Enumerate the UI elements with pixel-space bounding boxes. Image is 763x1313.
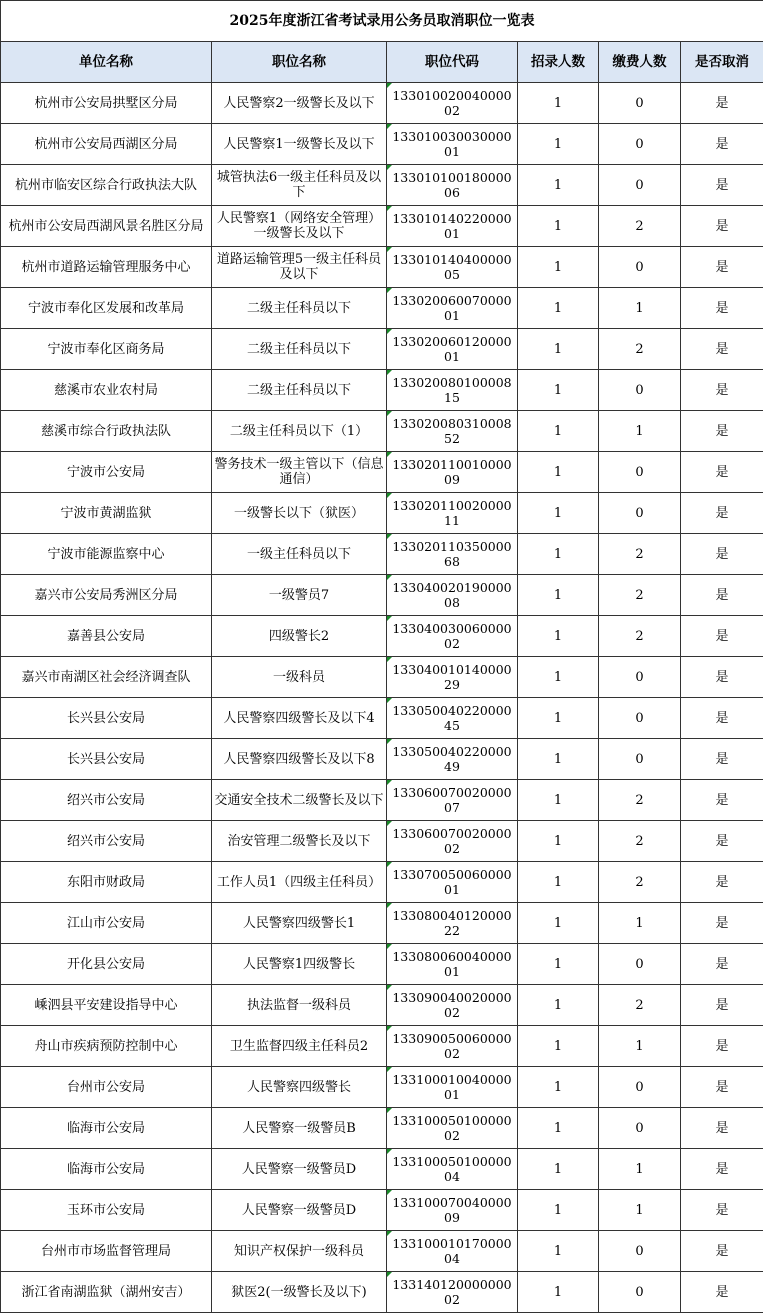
cell-quota: 1	[518, 411, 599, 452]
cell-paid: 0	[599, 944, 681, 985]
table-row	[1, 329, 763, 370]
cell-paid: 2	[599, 821, 681, 862]
table-row	[1, 288, 763, 329]
cell-position: 一级科员	[212, 657, 387, 698]
cell-code: 13305004022000045	[387, 698, 518, 739]
cell-code: 13304001014000029	[387, 657, 518, 698]
col-header-position: 职位名称	[212, 42, 387, 83]
cell-position: 二级主任科员以下	[212, 329, 387, 370]
cell-quota: 1	[518, 1067, 599, 1108]
cell-cancelled: 是	[681, 1067, 763, 1108]
col-header-paid: 缴费人数	[599, 42, 681, 83]
cell-cancelled: 是	[681, 1149, 763, 1190]
table-row	[1, 575, 763, 616]
cell-cancelled: 是	[681, 165, 763, 206]
cell-code: 13309005006000002	[387, 1026, 518, 1067]
cell-code: 13301002004000002	[387, 83, 518, 124]
cell-cancelled: 是	[681, 370, 763, 411]
cell-code: 13301010018000006	[387, 165, 518, 206]
table-row	[1, 247, 763, 288]
cell-code: 13304003006000002	[387, 616, 518, 657]
cell-unit: 绍兴市公安局	[1, 821, 212, 862]
cell-position: 二级主任科员以下	[212, 370, 387, 411]
cell-unit: 临海市公安局	[1, 1149, 212, 1190]
cell-code: 13302011001000009	[387, 452, 518, 493]
cell-code: 13314012000000002	[387, 1272, 518, 1313]
cell-position: 治安管理二级警长及以下	[212, 821, 387, 862]
cell-code: 13310007004000009	[387, 1190, 518, 1231]
cell-unit: 江山市公安局	[1, 903, 212, 944]
cell-code: 13310001017000004	[387, 1231, 518, 1272]
table-row	[1, 83, 763, 124]
table-row	[1, 1067, 763, 1108]
cell-unit: 宁波市公安局	[1, 452, 212, 493]
cell-paid: 0	[599, 124, 681, 165]
cell-position: 一级警长以下（狱医）	[212, 493, 387, 534]
cell-quota: 1	[518, 1149, 599, 1190]
cell-unit: 浙江省南湖监狱（湖州安吉）	[1, 1272, 212, 1313]
cell-paid: 2	[599, 862, 681, 903]
cell-paid: 0	[599, 370, 681, 411]
cell-unit: 宁波市奉化区商务局	[1, 329, 212, 370]
cell-paid: 2	[599, 206, 681, 247]
cell-cancelled: 是	[681, 1272, 763, 1313]
cell-unit: 宁波市黄湖监狱	[1, 493, 212, 534]
cell-paid: 2	[599, 575, 681, 616]
cell-code: 13301014022000001	[387, 206, 518, 247]
cell-unit: 杭州市公安局西湖风景名胜区分局	[1, 206, 212, 247]
cell-quota: 1	[518, 616, 599, 657]
cell-position: 狱医2(一级警长及以下)	[212, 1272, 387, 1313]
cell-position: 执法监督一级科员	[212, 985, 387, 1026]
cell-cancelled: 是	[681, 1108, 763, 1149]
table-row	[1, 534, 763, 575]
cell-code: 13309004002000002	[387, 985, 518, 1026]
cell-quota: 1	[518, 985, 599, 1026]
cell-unit: 绍兴市公安局	[1, 780, 212, 821]
cell-code: 13308006004000001	[387, 944, 518, 985]
cell-code: 13310005010000002	[387, 1108, 518, 1149]
cell-quota: 1	[518, 739, 599, 780]
cell-code: 13307005006000001	[387, 862, 518, 903]
table-row	[1, 165, 763, 206]
cell-position: 人民警察1（网络安全管理）一级警长及以下	[212, 206, 387, 247]
cell-position: 人民警察四级警长及以下8	[212, 739, 387, 780]
cell-position: 四级警长2	[212, 616, 387, 657]
cell-unit: 临海市公安局	[1, 1108, 212, 1149]
cell-cancelled: 是	[681, 780, 763, 821]
cell-position: 人民警察四级警长1	[212, 903, 387, 944]
cell-cancelled: 是	[681, 1190, 763, 1231]
cell-cancelled: 是	[681, 534, 763, 575]
cell-position: 一级警员7	[212, 575, 387, 616]
table-row	[1, 1231, 763, 1272]
cell-position: 二级主任科员以下（1）	[212, 411, 387, 452]
cell-unit: 宁波市能源监察中心	[1, 534, 212, 575]
cell-quota: 1	[518, 288, 599, 329]
cell-position: 人民警察1一级警长及以下	[212, 124, 387, 165]
table-row	[1, 124, 763, 165]
cell-quota: 1	[518, 821, 599, 862]
cell-unit: 东阳市财政局	[1, 862, 212, 903]
table-row	[1, 1149, 763, 1190]
cell-cancelled: 是	[681, 985, 763, 1026]
cell-paid: 0	[599, 739, 681, 780]
cell-quota: 1	[518, 329, 599, 370]
cell-quota: 1	[518, 780, 599, 821]
cell-position: 人民警察一级警员B	[212, 1108, 387, 1149]
table-row	[1, 206, 763, 247]
cell-cancelled: 是	[681, 206, 763, 247]
cell-quota: 1	[518, 493, 599, 534]
cell-position: 警务技术一级主管以下（信息通信）	[212, 452, 387, 493]
cell-cancelled: 是	[681, 862, 763, 903]
cell-unit: 玉环市公安局	[1, 1190, 212, 1231]
cell-cancelled: 是	[681, 493, 763, 534]
cell-cancelled: 是	[681, 657, 763, 698]
cell-unit: 慈溪市综合行政执法队	[1, 411, 212, 452]
cell-quota: 1	[518, 903, 599, 944]
cell-unit: 嘉兴市公安局秀洲区分局	[1, 575, 212, 616]
cell-unit: 台州市市场监督管理局	[1, 1231, 212, 1272]
cell-quota: 1	[518, 452, 599, 493]
cell-unit: 嵊泗县平安建设指导中心	[1, 985, 212, 1026]
cell-quota: 1	[518, 534, 599, 575]
cell-code: 13310001004000001	[387, 1067, 518, 1108]
cell-quota: 1	[518, 1026, 599, 1067]
cell-quota: 1	[518, 83, 599, 124]
cell-quota: 1	[518, 698, 599, 739]
table-row	[1, 1272, 763, 1313]
cell-quota: 1	[518, 124, 599, 165]
cell-position: 人民警察2一级警长及以下	[212, 83, 387, 124]
cell-quota: 1	[518, 657, 599, 698]
cell-cancelled: 是	[681, 329, 763, 370]
cell-quota: 1	[518, 862, 599, 903]
cell-quota: 1	[518, 575, 599, 616]
cell-quota: 1	[518, 247, 599, 288]
cell-quota: 1	[518, 1231, 599, 1272]
cell-code: 13306007002000002	[387, 821, 518, 862]
table-row	[1, 616, 763, 657]
cell-unit: 开化县公安局	[1, 944, 212, 985]
cell-code: 13301014040000005	[387, 247, 518, 288]
cell-cancelled: 是	[681, 739, 763, 780]
table-row	[1, 657, 763, 698]
cell-unit: 嘉善县公安局	[1, 616, 212, 657]
cell-paid: 0	[599, 1067, 681, 1108]
cell-position: 工作人员1（四级主任科员）	[212, 862, 387, 903]
col-header-cancelled: 是否取消	[681, 42, 763, 83]
cell-position: 知识产权保护一级科员	[212, 1231, 387, 1272]
cell-paid: 0	[599, 247, 681, 288]
table-row	[1, 903, 763, 944]
cell-quota: 1	[518, 944, 599, 985]
cell-quota: 1	[518, 1108, 599, 1149]
cell-position: 二级主任科员以下	[212, 288, 387, 329]
cell-code: 13304002019000008	[387, 575, 518, 616]
cell-paid: 0	[599, 657, 681, 698]
cell-code: 13302011035000068	[387, 534, 518, 575]
cell-position: 卫生监督四级主任科员2	[212, 1026, 387, 1067]
table-row	[1, 1190, 763, 1231]
cell-paid: 1	[599, 288, 681, 329]
cell-paid: 0	[599, 165, 681, 206]
cell-position: 人民警察四级警长	[212, 1067, 387, 1108]
cell-cancelled: 是	[681, 247, 763, 288]
cell-paid: 2	[599, 985, 681, 1026]
cell-unit: 宁波市奉化区发展和改革局	[1, 288, 212, 329]
cell-unit: 嘉兴市南湖区社会经济调查队	[1, 657, 212, 698]
cell-cancelled: 是	[681, 616, 763, 657]
cell-code: 13310005010000004	[387, 1149, 518, 1190]
cell-unit: 台州市公安局	[1, 1067, 212, 1108]
cell-unit: 杭州市公安局西湖区分局	[1, 124, 212, 165]
table-row	[1, 944, 763, 985]
cell-quota: 1	[518, 165, 599, 206]
cell-unit: 杭州市道路运输管理服务中心	[1, 247, 212, 288]
header-row	[1, 42, 763, 83]
col-header-code: 职位代码	[387, 42, 518, 83]
cell-cancelled: 是	[681, 698, 763, 739]
title-row	[1, 1, 763, 42]
cell-cancelled: 是	[681, 452, 763, 493]
cell-position: 城管执法6一级主任科员及以下	[212, 165, 387, 206]
cell-code: 13305004022000049	[387, 739, 518, 780]
cell-paid: 0	[599, 83, 681, 124]
cell-paid: 0	[599, 493, 681, 534]
cell-paid: 0	[599, 452, 681, 493]
cell-cancelled: 是	[681, 411, 763, 452]
cell-cancelled: 是	[681, 903, 763, 944]
cell-paid: 1	[599, 903, 681, 944]
cell-cancelled: 是	[681, 575, 763, 616]
cell-quota: 1	[518, 206, 599, 247]
cell-code: 13302006007000001	[387, 288, 518, 329]
cell-code: 13301003003000001	[387, 124, 518, 165]
cell-cancelled: 是	[681, 821, 763, 862]
cell-paid: 0	[599, 1108, 681, 1149]
cell-cancelled: 是	[681, 83, 763, 124]
cell-cancelled: 是	[681, 1026, 763, 1067]
table-row	[1, 1026, 763, 1067]
table-row	[1, 780, 763, 821]
cell-quota: 1	[518, 1272, 599, 1313]
table-row	[1, 698, 763, 739]
cell-paid: 2	[599, 616, 681, 657]
cell-paid: 2	[599, 780, 681, 821]
cell-code: 13302008031000852	[387, 411, 518, 452]
table-row	[1, 739, 763, 780]
table-title: 2025年度浙江省考试录用公务员取消职位一览表	[1, 1, 763, 42]
table-row	[1, 985, 763, 1026]
col-header-quota: 招录人数	[518, 42, 599, 83]
cell-cancelled: 是	[681, 1231, 763, 1272]
table-row	[1, 1108, 763, 1149]
cell-position: 人民警察1四级警长	[212, 944, 387, 985]
cell-unit: 长兴县公安局	[1, 739, 212, 780]
cell-paid: 2	[599, 329, 681, 370]
cell-code: 13302011002000011	[387, 493, 518, 534]
cell-unit: 慈溪市农业农村局	[1, 370, 212, 411]
cell-cancelled: 是	[681, 944, 763, 985]
cell-paid: 0	[599, 698, 681, 739]
cell-position: 道路运输管理5一级主任科员及以下	[212, 247, 387, 288]
cell-position: 人民警察一级警员D	[212, 1149, 387, 1190]
table-row	[1, 411, 763, 452]
cell-unit: 舟山市疾病预防控制中心	[1, 1026, 212, 1067]
cell-position: 人民警察一级警员D	[212, 1190, 387, 1231]
cell-paid: 1	[599, 1190, 681, 1231]
cell-cancelled: 是	[681, 124, 763, 165]
table-row	[1, 821, 763, 862]
cell-quota: 1	[518, 1190, 599, 1231]
table-body	[1, 83, 763, 1313]
cell-paid: 0	[599, 1231, 681, 1272]
cell-unit: 杭州市临安区综合行政执法大队	[1, 165, 212, 206]
col-header-unit: 单位名称	[1, 42, 212, 83]
cell-code: 13306007002000007	[387, 780, 518, 821]
cell-position: 一级主任科员以下	[212, 534, 387, 575]
cell-paid: 0	[599, 1272, 681, 1313]
table-row	[1, 452, 763, 493]
cell-cancelled: 是	[681, 288, 763, 329]
table-row	[1, 862, 763, 903]
cell-paid: 2	[599, 534, 681, 575]
cell-paid: 1	[599, 1149, 681, 1190]
cell-paid: 1	[599, 1026, 681, 1067]
cell-unit: 杭州市公安局拱墅区分局	[1, 83, 212, 124]
cell-code: 13302006012000001	[387, 329, 518, 370]
cell-code: 13302008010000815	[387, 370, 518, 411]
cell-code: 13308004012000022	[387, 903, 518, 944]
cell-quota: 1	[518, 370, 599, 411]
cell-paid: 1	[599, 411, 681, 452]
table-row	[1, 370, 763, 411]
table-row	[1, 493, 763, 534]
cell-unit: 长兴县公安局	[1, 698, 212, 739]
cell-position: 人民警察四级警长及以下4	[212, 698, 387, 739]
cell-position: 交通安全技术二级警长及以下	[212, 780, 387, 821]
